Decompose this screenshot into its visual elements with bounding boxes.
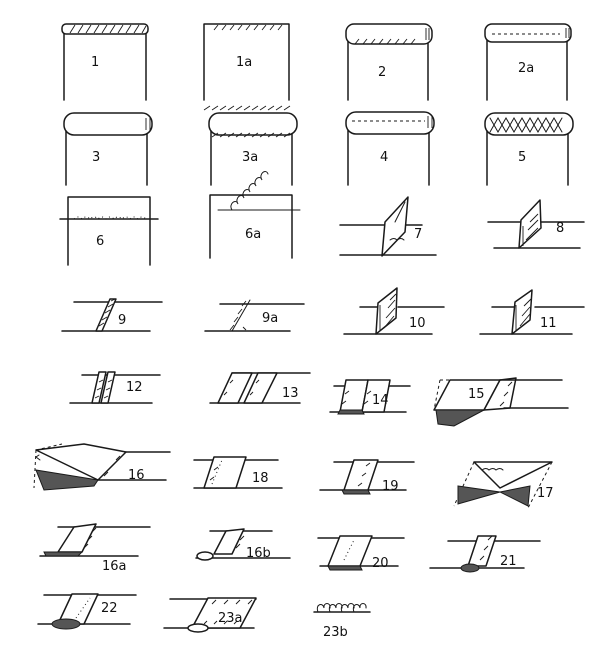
figure-23b [314, 604, 370, 641]
figure-19 [320, 460, 414, 494]
figure-label: 23a [218, 611, 243, 626]
figure-2 [346, 24, 432, 100]
figure-label: 9a [262, 311, 279, 326]
figure-22 [38, 594, 136, 629]
figure-11 [480, 290, 584, 334]
figure-1a [204, 24, 289, 100]
figure-20 [318, 536, 404, 571]
figure-9 [62, 299, 162, 331]
figure-label: 10 [409, 316, 426, 331]
figure-10 [344, 288, 444, 334]
figure-label: 15 [468, 387, 485, 402]
figure-6 [60, 197, 158, 265]
figure-4 [346, 112, 434, 185]
figure-label: 12 [126, 380, 143, 395]
figure-5 [485, 113, 573, 185]
figure-label: 7 [414, 227, 423, 242]
figure-label: 8 [556, 221, 565, 236]
figure-12 [70, 372, 160, 403]
figure-8 [488, 200, 584, 248]
figure-13 [210, 373, 310, 403]
figure-label: 1a [236, 55, 253, 70]
figure-label: 5 [518, 150, 527, 165]
figure-17 [454, 462, 554, 508]
figure-16a [40, 524, 150, 574]
figure-label: 17 [537, 486, 554, 501]
figure-1 [62, 24, 148, 100]
figure-label: 3a [242, 150, 259, 165]
figure-label: 19 [382, 479, 399, 494]
figure-2a [485, 24, 571, 100]
figure-15 [434, 378, 568, 426]
figure-label: 16 [128, 468, 145, 483]
figure-label: 21 [500, 554, 517, 569]
figure-label: 1 [91, 55, 100, 70]
figure-14 [330, 380, 410, 414]
figure-9a [205, 300, 304, 331]
figure-label: 6a [245, 227, 262, 242]
figure-label: 6 [96, 234, 105, 249]
figure-label: 11 [540, 316, 557, 331]
figure-label: 23b [323, 625, 348, 640]
figure-3 [64, 113, 152, 185]
figure-label: 2a [518, 61, 535, 76]
figure-label: 9 [118, 313, 127, 328]
figure-18 [194, 457, 282, 488]
figure-label: 16a [102, 559, 127, 574]
figure-23a [164, 598, 256, 632]
figure-6a [210, 172, 300, 258]
figure-label: 13 [282, 386, 299, 401]
figure-7 [340, 197, 436, 256]
figure-label: 22 [101, 601, 118, 616]
figure-16b [196, 529, 290, 561]
figure-label: 3 [92, 150, 101, 165]
figure-label: 16b [246, 546, 271, 561]
figure-21 [430, 536, 540, 572]
figure-label: 2 [378, 65, 387, 80]
figure-label: 4 [380, 150, 389, 165]
figure-16 [34, 444, 170, 490]
figure-3a [204, 106, 297, 185]
figure-label: 18 [252, 471, 269, 486]
figure-label: 20 [372, 556, 389, 571]
figure-label: 14 [372, 393, 389, 408]
